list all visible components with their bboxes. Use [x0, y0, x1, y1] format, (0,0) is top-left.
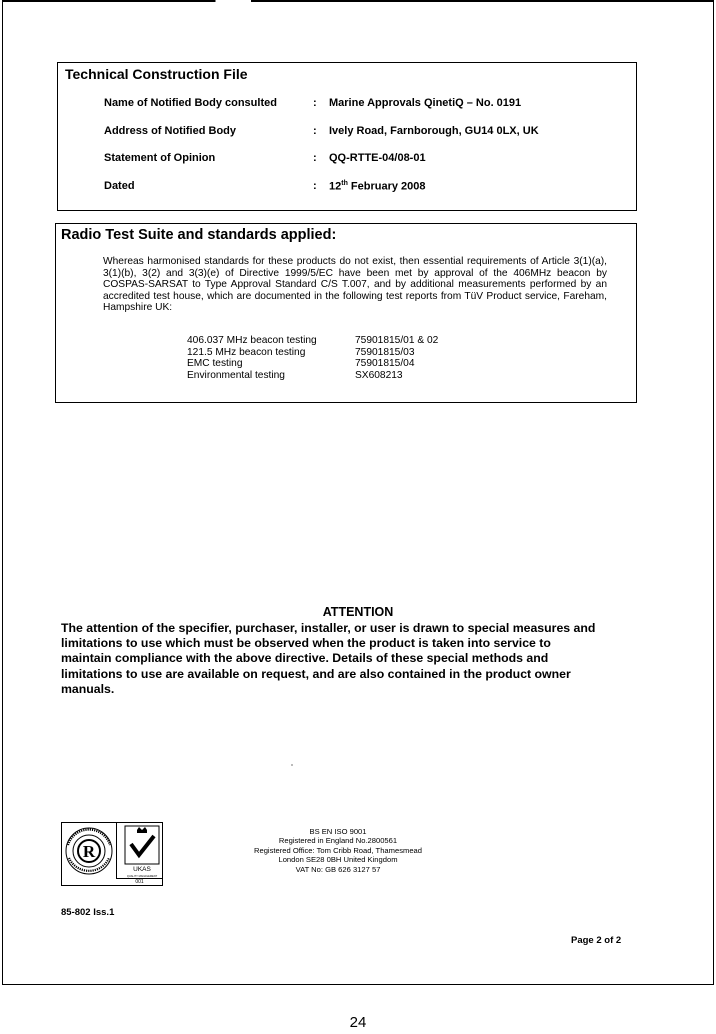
- svg-text:UKAS: UKAS: [133, 866, 151, 873]
- page-of-label: Page 2 of 2: [571, 935, 622, 946]
- company-line: London SE28 0BH United Kingdom: [278, 855, 398, 865]
- tcf-label: Statement of Opinion: [104, 152, 216, 164]
- date-suffix: th: [341, 180, 348, 187]
- date-day: 12: [329, 180, 342, 193]
- test-row: [187, 358, 487, 370]
- rts-box: [55, 223, 637, 403]
- document-reference: 85-802 Iss.1: [61, 907, 115, 918]
- tcf-value: QQ-RTTE-04/08-01: [329, 152, 426, 164]
- company-info: [210, 827, 466, 874]
- tcf-separator: :: [313, 180, 317, 192]
- logo-divider: [116, 823, 117, 878]
- scan-speck: [291, 764, 293, 766]
- tcf-label: Name of Notified Body consulted: [104, 97, 277, 109]
- test-name: 406.037 MHz beacon testing: [187, 335, 317, 346]
- test-row: [187, 370, 487, 382]
- tcf-value: Ively Road, Farnborough, GU14 0LX, UK: [329, 125, 539, 137]
- company-line: BS EN ISO 9001: [309, 827, 367, 836]
- tcf-separator: :: [313, 125, 317, 137]
- tcf-label: Address of Notified Body: [104, 125, 237, 137]
- attention-title: ATTENTION: [322, 605, 394, 619]
- company-line: Registered Office: Tom Cribb Road, Thamesmead: [254, 845, 422, 855]
- tcf-value: Marine Approvals QinetiQ – No. 0191: [329, 97, 522, 109]
- test-name: Environmental testing: [187, 369, 285, 381]
- logo-code: 001: [116, 878, 163, 886]
- tcf-title: Technical Construction File: [65, 66, 248, 82]
- tcf-separator: :: [313, 152, 317, 164]
- test-name: 121.5 MHz beacon testing: [187, 346, 306, 358]
- ukas-mark-icon: [120, 824, 164, 878]
- company-line: VAT No: GB 626 3127 57: [295, 864, 381, 874]
- attention-line: manuals.: [61, 681, 115, 696]
- attention-line: limitations to use which must be observed when the product is taken into service to: [61, 636, 551, 651]
- tcf-label: Dated: [104, 180, 135, 192]
- test-ref: SX608213: [355, 369, 403, 381]
- test-ref: 75901815/01 & 02: [355, 335, 439, 346]
- tcf-box: [57, 62, 637, 211]
- tcf-date-value: [329, 180, 426, 193]
- test-ref: 75901815/03: [355, 346, 415, 358]
- attention-line: limitations to use are available on request, and are also contained in the product owner: [61, 666, 571, 681]
- tcf-separator: :: [313, 97, 317, 109]
- company-line: Registered in England No.2800561: [278, 836, 398, 846]
- test-name: EMC testing: [187, 358, 243, 370]
- rts-title: Radio Test Suite and standards applied:: [61, 227, 337, 243]
- svg-text:R: R: [82, 842, 96, 861]
- rts-paragraph: Whereas harmonised standards for these products do not exist, then essential requirements of Article 3(1)(a), 3(1)(b), 3(2) and 3(3)(e) of Directive 1999/5/EC have been met by approval of the 406MHz beacon by COSPAS-SARSAT to Type Approval Standard C/S T.007, and by additional measurements performed by an accredited test house, which are documented in the following test reports from TüV Product service, Fareham, Hampshire UK:: [103, 256, 607, 314]
- date-rest: February 2008: [347, 180, 426, 193]
- quality-seal-icon: [64, 825, 114, 877]
- attention-line: The attention of the specifier, purchaser, installer, or user is drawn to special measures and: [61, 621, 596, 635]
- test-reports-list: [187, 335, 487, 381]
- test-row: [187, 347, 487, 359]
- attention-line: maintain compliance with the above directive. Details of these special methods and: [61, 651, 549, 666]
- page-number: 24: [349, 1014, 367, 1031]
- test-ref: 75901815/04: [355, 358, 415, 370]
- attention-text: [61, 621, 641, 697]
- certification-logo: [61, 822, 163, 886]
- test-row: [187, 335, 487, 347]
- svg-text:QUALITY MANAGEMENT: QUALITY MANAGEMENT: [126, 875, 158, 878]
